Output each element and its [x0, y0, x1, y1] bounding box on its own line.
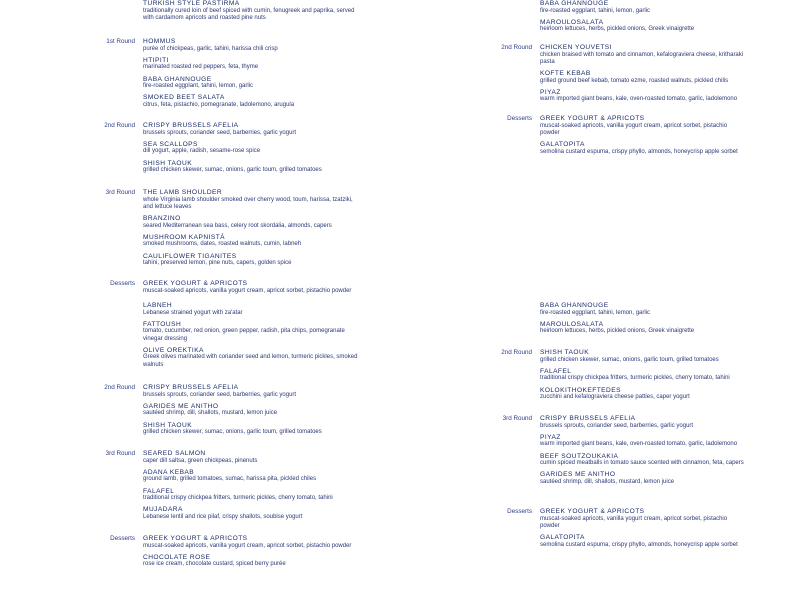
menu-item — [540, 70, 745, 85]
menu-section — [501, 44, 745, 108]
course-label: 3rd Round — [105, 189, 135, 196]
dish-description: dill yogurt, apple, radish, sesame-rose spice — [143, 148, 261, 155]
menu-item — [143, 347, 363, 369]
menu-section — [502, 415, 745, 490]
dish-description: muscat-soaked apricots, vanilla yogurt cream, apricot sorbet, pistachio powder — [143, 542, 352, 549]
dish-description: brussels sprouts, coriander seed, barberries, garlic yogurt — [143, 391, 297, 398]
dish-description: traditional crispy chickpea fritters, turmeric pickles, cherry tomato, tahini — [143, 495, 333, 502]
dish-name: BRANZINO — [143, 215, 181, 222]
menu-item — [540, 471, 745, 486]
dish-description: brussels sprouts, coriander seed, barberries, garlic yogurt — [540, 422, 694, 429]
dish-name: HOMMUS — [143, 38, 176, 45]
menu-section — [105, 189, 363, 271]
menu-section — [104, 122, 363, 178]
menu-item — [540, 434, 745, 449]
menu-item — [143, 76, 363, 91]
menu-item — [143, 160, 363, 175]
dish-description: traditionally cured loin of beef spiced with cumin, fenugreek and paprika, served with cardamom apricots and roasted pine nuts — [143, 7, 355, 21]
menu-item — [143, 122, 363, 137]
dish-description: marinated roasted red peppers, feta, thyme — [143, 64, 259, 71]
dish-description: sautéed shrimp, dill, shallots, mustard, lemon juice — [143, 410, 278, 417]
course-label: Desserts — [507, 508, 532, 515]
dish-name: FALAFEL — [540, 367, 572, 375]
menu-item — [540, 19, 745, 34]
course-label: Desserts — [507, 115, 532, 122]
menu-section — [507, 508, 745, 553]
dish-name: MAROULOSALATA — [540, 18, 604, 26]
dish-description: rose ice cream, chocolate custard, spiced berry purée — [143, 561, 286, 568]
menu-section — [540, 0, 745, 38]
menu-item — [540, 115, 745, 137]
menu-item — [143, 321, 363, 343]
menu-item — [143, 384, 363, 399]
menu-section — [110, 535, 363, 573]
dish-name: CAULIFLOWER TIGANITES — [143, 252, 237, 260]
menu-item — [143, 94, 363, 109]
dish-name: SMOKED BEET SALATA — [143, 94, 225, 102]
dish-description: ground lamb, grilled tomatoes, sumac, harissa pita, pickled chiles — [143, 476, 317, 483]
menu-item — [143, 38, 363, 53]
dish-description: grilled chicken skewer, sumac, onions, garlic toum, grilled tomatoes — [143, 167, 322, 174]
menu-item — [143, 403, 363, 418]
course-label: Desserts — [110, 535, 135, 542]
dish-description: tomato, cucumber, red onion, green pepper, radish, pita chips, pomegranate vinegar dressing — [143, 328, 345, 342]
dish-description: muscat-soaked apricots, vanilla yogurt cream, apricot sorbet, pistachio powder — [540, 515, 728, 529]
dish-description: warm imported giant beans, kale, oven-roasted tomato, garlic, ladolemono — [540, 441, 738, 448]
dish-description: Greek olives marinated with coriander seed and lemon, turmeric pickles, smoked walnuts — [143, 354, 358, 368]
dish-name: TURKISH STYLE PASTIRMA — [143, 0, 240, 7]
dish-name: GARIDES ME ANITHO — [540, 471, 616, 479]
dish-description: sautéed shrimp, dill, shallots, mustard, lemon juice — [540, 478, 675, 485]
dish-description: semolina custard espuma, crispy phyllo, almonds, honeycrisp apple sorbet — [540, 148, 738, 155]
course-label: 3rd Round — [105, 450, 135, 457]
menu-section — [105, 450, 363, 525]
course-label: 2nd Round — [104, 122, 135, 129]
menu-item — [540, 89, 745, 104]
menu-item — [143, 0, 363, 22]
menu-section — [501, 349, 745, 405]
menu-item — [143, 189, 363, 211]
dish-name: FALAFEL — [143, 487, 175, 495]
dish-name: LABNEH — [143, 302, 173, 309]
menu-item — [540, 141, 745, 156]
menu-item — [143, 488, 363, 503]
course-label: 2nd Round — [104, 384, 135, 391]
dish-name: BABA GHANNOUGE — [143, 75, 212, 83]
dish-name: BEEF SOUTZOUKAKIA — [540, 452, 619, 460]
dish-description: grilled ground beef kebab, tomato ezme, roasted walnuts, pickled chilis — [540, 77, 729, 84]
dish-description: brussels sprouts, coriander seed, barberries, garlic yogurt — [143, 129, 297, 136]
dish-description: heirloom lettuces, herbs, pickled onions, Greek vinaigrette — [540, 26, 695, 33]
dish-name: PIYAZ — [540, 88, 561, 96]
menu-item — [540, 368, 745, 383]
dish-description: whole Virginia lamb shoulder smoked over cherry wood, toum, harissa, tzatziki, and lettuce leaves — [143, 196, 353, 210]
dish-description: smoked mushrooms, dates, roasted walnuts, cumin, labneh — [143, 241, 302, 248]
menu-section — [106, 38, 363, 113]
menu-item — [540, 508, 745, 530]
menu-item — [143, 554, 363, 569]
menu-item — [143, 253, 363, 268]
dish-description: warm imported giant beans, kale, oven-roasted tomato, garlic, ladolemono — [540, 96, 738, 103]
menu-item — [540, 0, 745, 15]
dish-name: PIYAZ — [540, 433, 561, 441]
menu-item — [540, 534, 745, 549]
dish-name: GREEK YOGURT & APRICOTS — [143, 535, 248, 542]
dish-name: MUJADARA — [143, 506, 183, 514]
dish-name: SEA SCALLOPS — [143, 140, 198, 148]
dish-name: SHISH TAOUK — [143, 159, 193, 167]
dish-name: HTIPITI — [143, 56, 169, 64]
menu-section — [143, 0, 363, 26]
dish-name: MUSHROOM KAPNISTÁ — [143, 233, 226, 241]
menu-item — [540, 44, 745, 66]
dish-description: Lebanese lentil and rice pilaf, crispy shallots, soubise yogurt — [143, 513, 303, 520]
dish-description: heirloom lettuces, herbs, pickled onions, Greek vinaigrette — [540, 328, 695, 335]
menu-item — [540, 387, 745, 402]
course-label: 2nd Round — [501, 44, 532, 51]
dish-description: zucchini and kefalograviera cheese patties, caper yogurt — [540, 394, 690, 401]
menu-section — [110, 280, 363, 299]
dish-name: KOLOKITHOKEFTEDES — [540, 386, 621, 394]
menu-item — [540, 453, 745, 468]
dish-name: GARIDES ME ANITHO — [143, 402, 219, 410]
dish-name: CRISPY BRUSSELS AFELIA — [540, 415, 636, 422]
menu-item — [540, 415, 745, 430]
dish-name: FATTOUSH — [143, 320, 182, 328]
course-label: 1st Round — [106, 38, 135, 45]
dish-name: SHISH TAOUK — [540, 349, 590, 356]
menu-item — [143, 506, 363, 521]
dish-name: OLIVE OREKTIKA — [143, 346, 204, 354]
menu-section — [104, 384, 363, 440]
dish-description: seared Mediterranean sea bass, celery root skordalia, almonds, capers — [143, 222, 332, 229]
dish-description: muscat-soaked apricots, vanilla yogurt cream, apricot sorbet, pistachio powder — [540, 122, 728, 136]
dish-description: fire-roasted eggplant, tahini, lemon, garlic — [143, 83, 254, 90]
menu-item — [143, 469, 363, 484]
dish-name: MAROULOSALATA — [540, 320, 604, 328]
menu-item — [540, 302, 745, 317]
course-label: 2nd Round — [501, 349, 532, 356]
dish-description: semolina custard espuma, crispy phyllo, almonds, honeycrisp apple sorbet — [540, 541, 738, 548]
dish-name: THE LAMB SHOULDER — [143, 189, 223, 196]
menu-item — [143, 141, 363, 156]
dish-description: tahini, preserved lemon, pine nuts, capers, golden spice — [143, 260, 292, 267]
dish-name: CRISPY BRUSSELS AFELIA — [143, 384, 239, 391]
dish-description: citrus, feta, pistachio, pomegranate, ladolemono, arugula — [143, 101, 295, 108]
dish-name: GALATOPITA — [540, 141, 585, 148]
dish-name: GALATOPITA — [540, 534, 585, 541]
dish-name: GREEK YOGURT & APRICOTS — [540, 115, 645, 122]
dish-description: purée of chickpeas, garlic, tahini, harissa chili crisp — [143, 45, 278, 52]
dish-description: traditional crispy chickpea fritters, turmeric pickles, cherry tomato, tahini — [540, 375, 730, 382]
dish-name: CRISPY BRUSSELS AFELIA — [143, 122, 239, 129]
dish-name: KOFTE KEBAB — [540, 70, 591, 77]
dish-description: cumin spiced meatballs in tomato sauce scented with cinnamon, feta, capers — [540, 460, 744, 467]
course-label: 3rd Round — [502, 415, 532, 422]
dish-name: BABA GHANNOUGE — [540, 0, 609, 7]
dish-description: grilled chicken skewer, sumac, onions, garlic toum, grilled tomatoes — [540, 356, 719, 363]
menu-item — [143, 234, 363, 249]
dish-name: CHOCOLATE ROSE — [143, 553, 211, 561]
dish-name: CHICKEN YOUVETSI — [540, 44, 612, 51]
dish-name: GREEK YOGURT & APRICOTS — [540, 508, 645, 515]
dish-description: caper dill saltsa, green chickpeas, pinenuts — [143, 457, 258, 464]
menu-section — [143, 302, 363, 373]
dish-description: muscat-soaked apricots, vanilla yogurt cream, apricot sorbet, pistachio powder — [143, 287, 352, 294]
menu-item — [143, 280, 363, 295]
dish-description: fire-roasted eggplant, tahini, lemon, garlic — [540, 309, 651, 316]
menu-item — [143, 422, 363, 437]
dish-description: fire-roasted eggplant, tahini, lemon, garlic — [540, 7, 651, 14]
dish-name: GREEK YOGURT & APRICOTS — [143, 280, 248, 287]
menu-item — [143, 450, 363, 465]
menu-section — [540, 302, 745, 340]
dish-name: BABA GHANNOUGE — [540, 302, 609, 309]
course-label: Desserts — [110, 280, 135, 287]
menu-item — [143, 535, 363, 550]
menu-item — [143, 215, 363, 230]
dish-description: grilled chicken skewer, sumac, onions, garlic toum, grilled tomatoes — [143, 429, 322, 436]
dish-description: Lebanese strained yogurt with za'atar — [143, 309, 243, 316]
dish-name: SEARED SALMON — [143, 450, 206, 457]
menu-item — [540, 349, 745, 364]
menu-item — [143, 302, 363, 317]
dish-name: SHISH TAOUK — [143, 421, 193, 429]
menu-section — [507, 115, 745, 160]
menu-item — [540, 321, 745, 336]
dish-name: ADANA KEBAB — [143, 468, 195, 476]
dish-description: chicken braised with tomato and cinnamon, kefalograviera cheese, kritharaki pasta — [540, 51, 744, 65]
menu-item — [143, 57, 363, 72]
